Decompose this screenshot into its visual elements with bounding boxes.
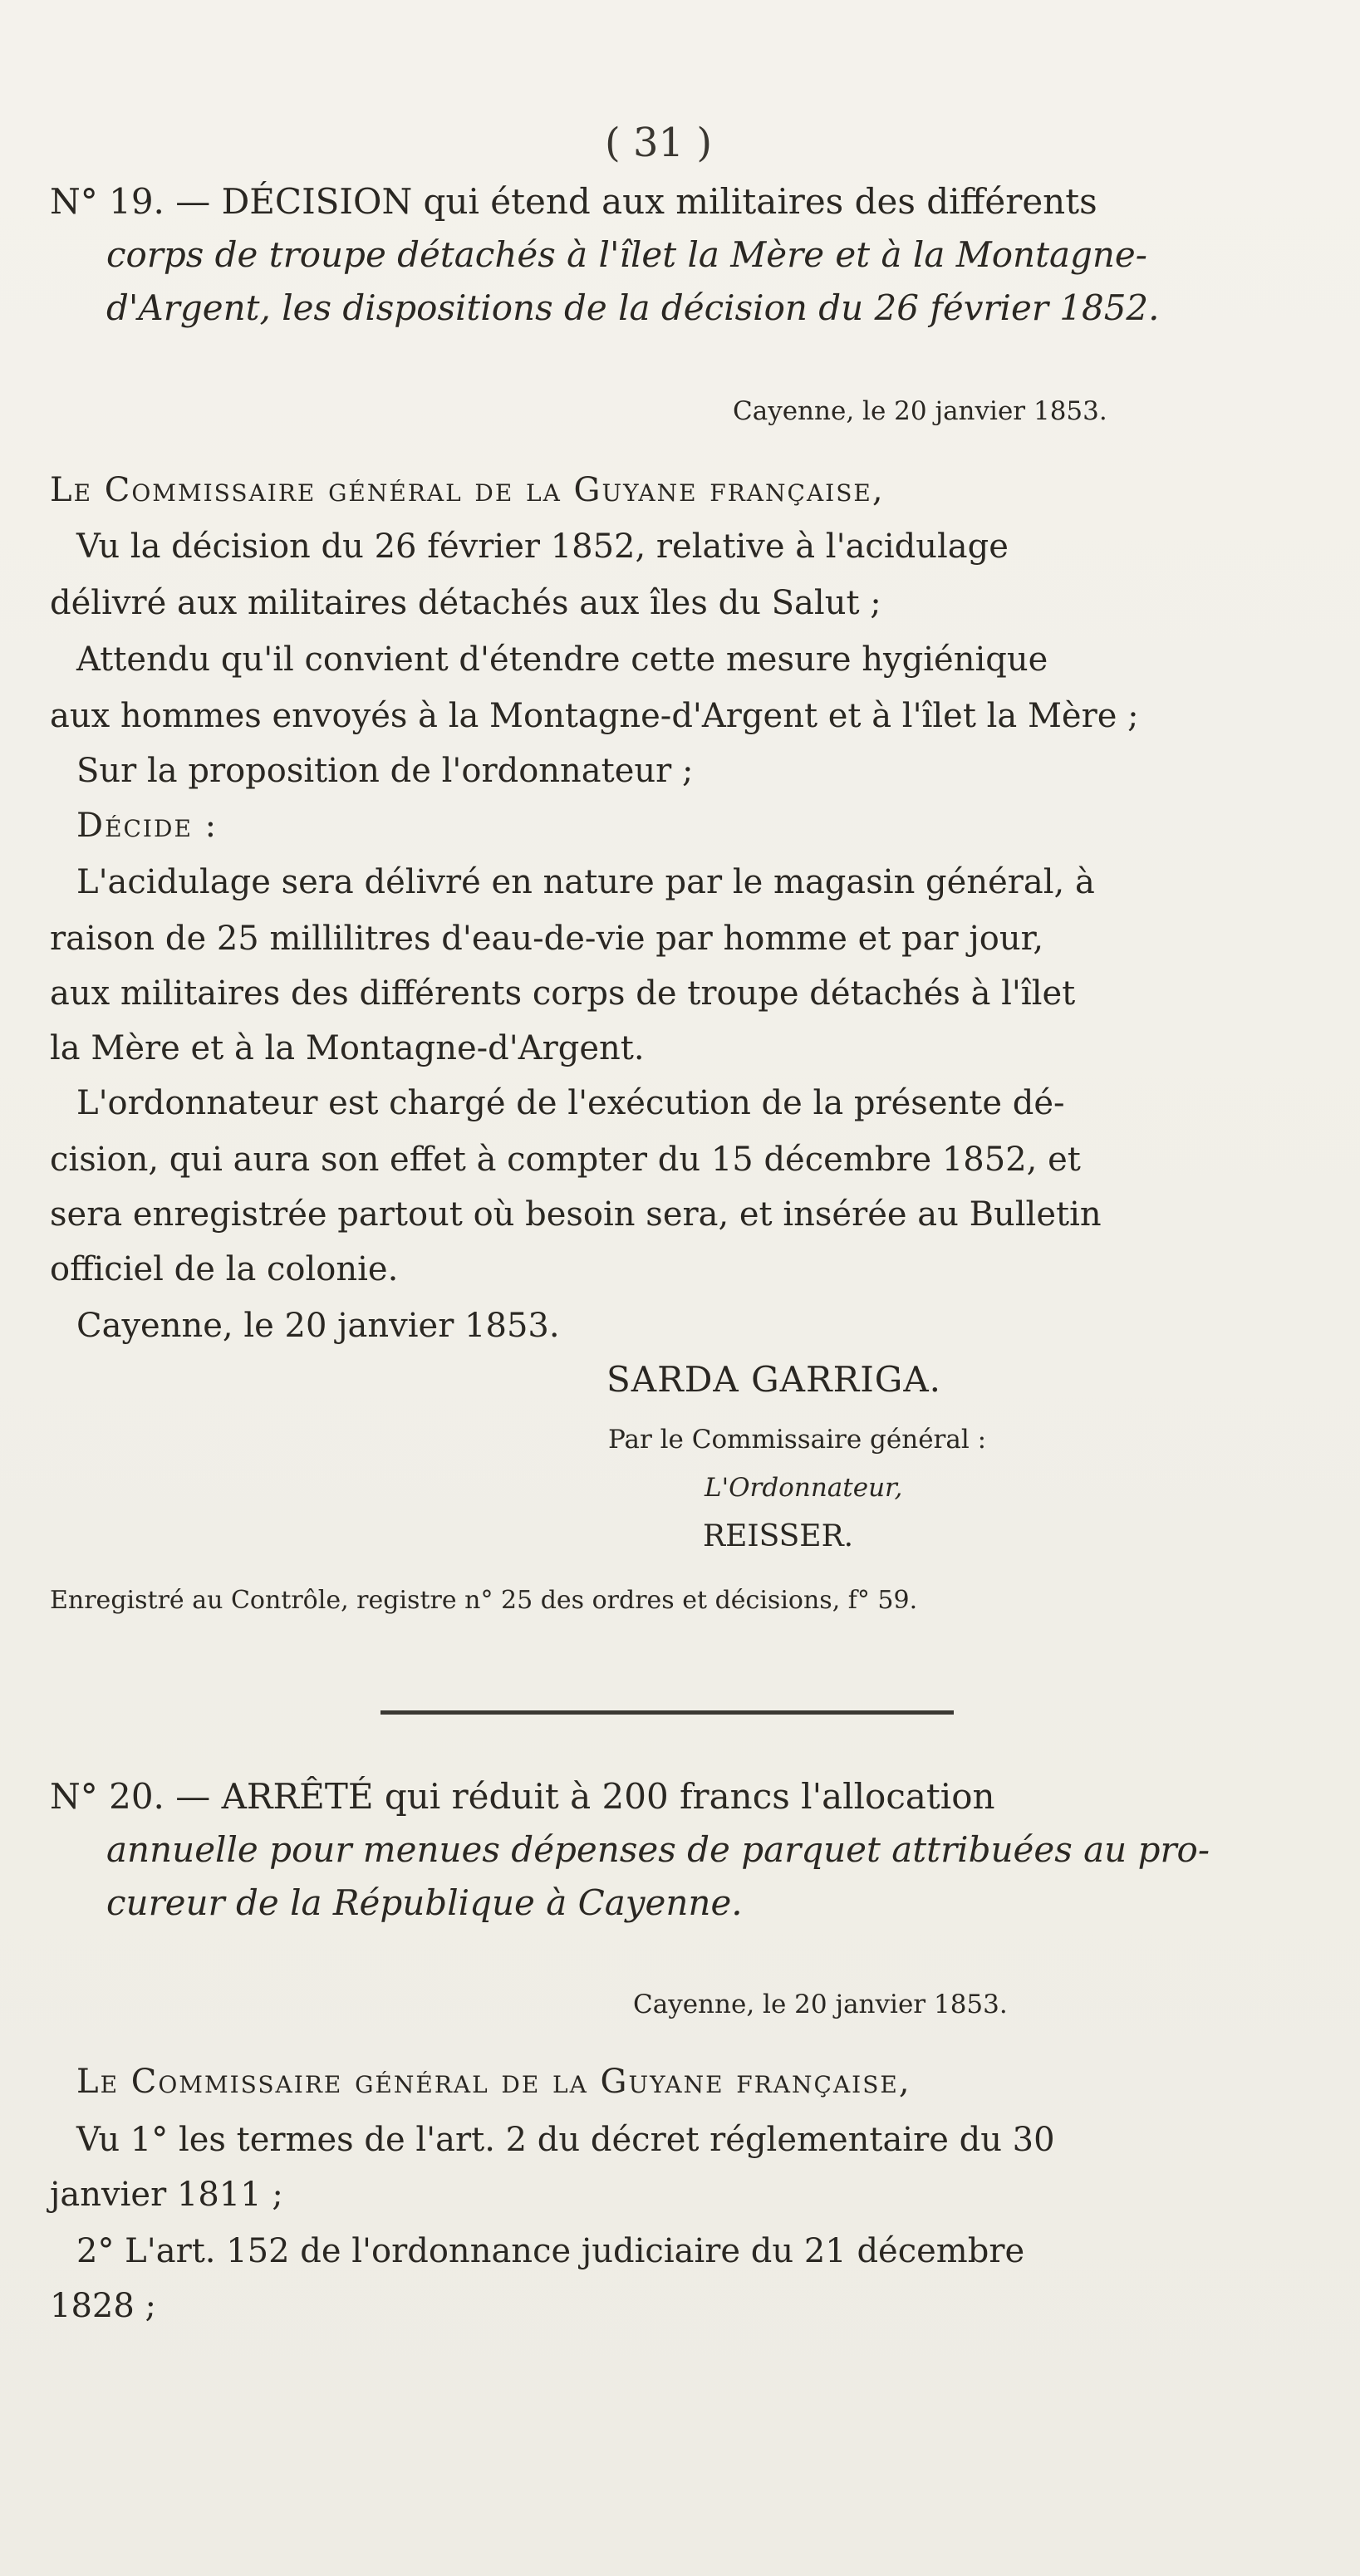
decision-19-attendu: Attendu qu'il convient d'étendre cette mesure hygiénique (76, 640, 1048, 679)
arrete-20-preamble: Le Commissaire général de la Guyane française, (76, 2063, 911, 2101)
decision-19-by-order: Par le Commissaire général : (608, 1425, 987, 1455)
arrete-20-dateline: Cayenne, le 20 janvier 1853. (633, 1990, 1008, 2019)
section-divider (381, 1710, 954, 1715)
decision-19-vu-cont: délivré aux militaires détachés aux îles du Salut ; (50, 584, 881, 622)
decision-19-title-line-3: d'Argent, les dispositions de la décision du 26 février 1852. (106, 287, 1160, 328)
arrete-20-vu-1-cont: janvier 1811 ; (50, 2176, 283, 2214)
decision-19-decide: Décide : (76, 807, 218, 845)
decision-19-article-2-line-3: sera enregistrée partout où besoin sera, et insérée au Bulletin (50, 1195, 1102, 1234)
decision-19-title-line-1: N° 19. — DÉCISION qui étend aux militaires des différents (50, 181, 1097, 222)
decision-19-article-1-line-3: aux militaires des différents corps de troupe détachés à l'îlet (50, 974, 1076, 1013)
arrete-20-vu-2: 2° L'art. 152 de l'ordonnance judiciaire du 21 décembre (76, 2232, 1025, 2270)
decision-19-article-2-line-2: cision, qui aura son effet à compter du 15 décembre 1852, et (50, 1141, 1081, 1179)
decision-19-signature: SARDA GARRIGA. (606, 1359, 942, 1400)
arrete-20-vu-1: Vu 1° les termes de l'art. 2 du décret réglementaire du 30 (76, 2121, 1055, 2159)
decision-19-proposition: Sur la proposition de l'ordonnateur ; (76, 752, 694, 790)
decision-19-closing-date: Cayenne, le 20 janvier 1853. (76, 1307, 560, 1345)
decision-19-article-1-line-1: L'acidulage sera délivré en nature par le magasin général, à (76, 863, 1095, 901)
page-number: ( 31 ) (605, 120, 713, 166)
decision-19-vu: Vu la décision du 26 février 1852, relative à l'acidulage (76, 527, 1009, 566)
decision-19-title-line-2: corps de troupe détachés à l'îlet la Mère et à la Montagne- (106, 234, 1147, 275)
decision-19-attendu-cont: aux hommes envoyés à la Montagne-d'Argent et à l'îlet la Mère ; (50, 697, 1139, 735)
arrete-20-title-line-2: annuelle pour menues dépenses de parquet attribuées au pro- (106, 1829, 1210, 1870)
decision-19-ordonnateur-title: L'Ordonnateur, (705, 1473, 903, 1503)
decision-19-dateline: Cayenne, le 20 janvier 1853. (733, 396, 1107, 426)
decision-19-article-2-line-1: L'ordonnateur est chargé de l'exécution de la présente dé- (76, 1084, 1065, 1122)
decision-19-ordonnateur-name: REISSER. (703, 1519, 854, 1553)
decision-19-preamble: Le Commissaire général de la Guyane française, (50, 471, 885, 509)
decision-19-registration: Enregistré au Contrôle, registre n° 25 des ordres et décisions, f° 59. (50, 1586, 918, 1615)
decision-19-article-1-line-4: la Mère et à la Montagne-d'Argent. (50, 1029, 645, 1067)
arrete-20-vu-2-cont: 1828 ; (50, 2287, 156, 2325)
decision-19-article-2-line-4: officiel de la colonie. (50, 1250, 399, 1288)
arrete-20-title-line-3: cureur de la République à Cayenne. (106, 1882, 743, 1923)
arrete-20-title-line-1: N° 20. — ARRÊTÉ qui réduit à 200 francs l'allocation (50, 1776, 995, 1817)
decision-19-article-1-line-2: raison de 25 millilitres d'eau-de-vie par homme et par jour, (50, 920, 1044, 958)
